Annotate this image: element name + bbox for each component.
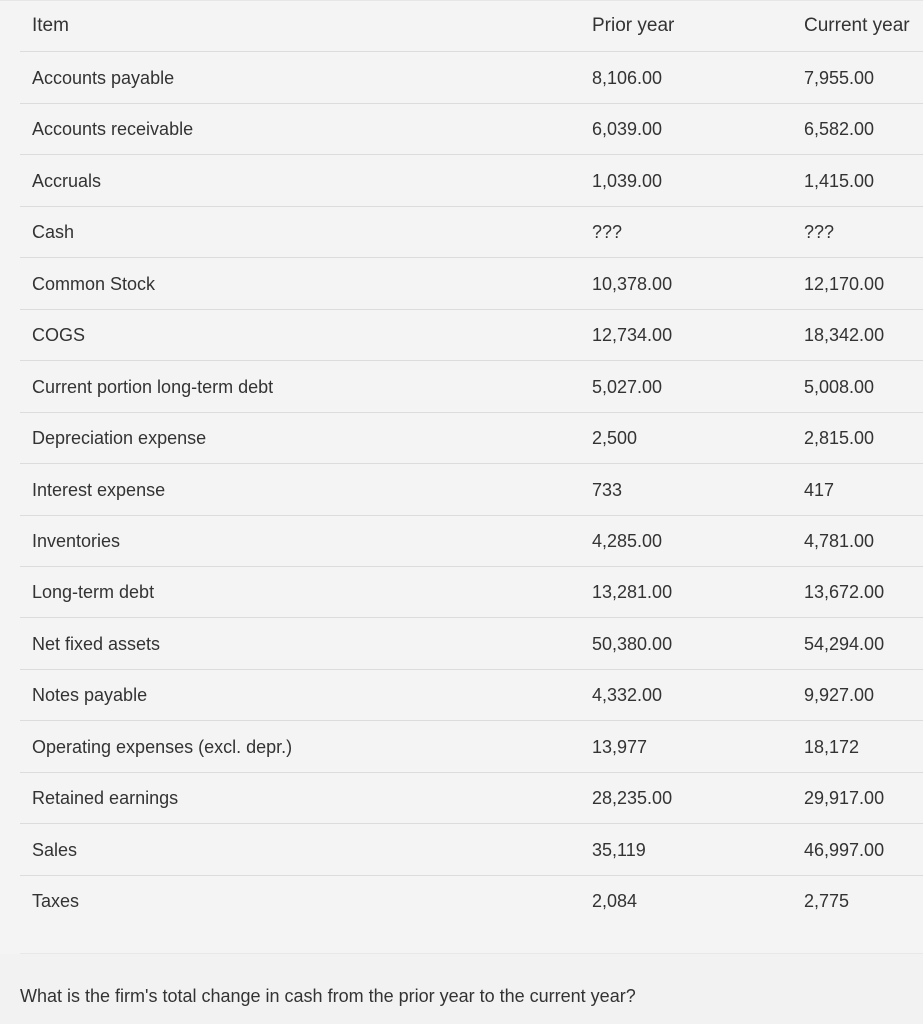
- table-row: [20, 722, 923, 773]
- table-row: [20, 156, 923, 207]
- row-prior-value: 4,285.00: [592, 531, 663, 551]
- row-prior-value: 733: [592, 480, 623, 500]
- row-item-label: Operating expenses (excl. depr.): [32, 737, 293, 757]
- row-item-label: Net fixed assets: [32, 634, 161, 654]
- table-row: [20, 825, 923, 876]
- row-current-value: 18,342.00: [804, 325, 885, 345]
- header-item: Item: [32, 15, 69, 36]
- table-row: [20, 362, 923, 413]
- row-prior-value: 2,500: [592, 428, 638, 448]
- question-text: What is the firm's total change in cash from the prior year to the current year?: [20, 986, 636, 1006]
- row-current-value: 12,170.00: [804, 274, 885, 294]
- row-item-label: Cash: [32, 222, 75, 242]
- row-item-label: Interest expense: [32, 480, 166, 500]
- table-row: [20, 567, 923, 618]
- row-prior-value: 5,027.00: [592, 377, 663, 397]
- row-current-value: 1,415.00: [804, 171, 875, 191]
- row-current-value: ???: [804, 222, 835, 242]
- header-current-year: Current year: [804, 15, 910, 36]
- table-row: [20, 310, 923, 361]
- row-prior-value: ???: [592, 222, 623, 242]
- header-prior-year: Prior year: [592, 15, 675, 36]
- row-current-value: 46,997.00: [804, 840, 885, 860]
- row-item-label: Common Stock: [32, 274, 156, 294]
- table-row: [20, 619, 923, 670]
- row-current-value: 29,917.00: [804, 788, 885, 808]
- row-prior-value: 6,039.00: [592, 119, 663, 139]
- row-current-value: 2,775: [804, 891, 850, 911]
- row-current-value: 5,008.00: [804, 377, 875, 397]
- row-item-label: Long-term debt: [32, 582, 155, 602]
- row-item-label: Accounts receivable: [32, 119, 194, 139]
- row-item-label: Retained earnings: [32, 788, 179, 808]
- table-row: [20, 104, 923, 155]
- table-row: [20, 207, 923, 258]
- table-header-row: [20, 1, 923, 52]
- row-item-label: COGS: [32, 325, 86, 345]
- table-row: [20, 53, 923, 104]
- row-current-value: 54,294.00: [804, 634, 885, 654]
- row-prior-value: 12,734.00: [592, 325, 673, 345]
- row-item-label: Sales: [32, 840, 78, 860]
- row-item-label: Notes payable: [32, 685, 148, 705]
- table-row: [20, 465, 923, 516]
- table-row: [20, 670, 923, 721]
- row-prior-value: 1,039.00: [592, 171, 663, 191]
- table-row: [20, 516, 923, 567]
- row-item-label: Inventories: [32, 531, 121, 551]
- row-prior-value: 2,084: [592, 891, 638, 911]
- table-bottom-divider: [20, 953, 923, 954]
- row-prior-value: 13,977: [592, 737, 648, 757]
- row-prior-value: 8,106.00: [592, 68, 663, 88]
- row-prior-value: 10,378.00: [592, 274, 673, 294]
- row-prior-value: 50,380.00: [592, 634, 673, 654]
- row-current-value: 6,582.00: [804, 119, 875, 139]
- row-current-value: 417: [804, 480, 835, 500]
- table-row: [20, 876, 923, 927]
- row-current-value: 2,815.00: [804, 428, 875, 448]
- row-prior-value: 4,332.00: [592, 685, 663, 705]
- row-current-value: 7,955.00: [804, 68, 875, 88]
- table-row: [20, 413, 923, 464]
- row-item-label: Depreciation expense: [32, 428, 207, 448]
- row-prior-value: 35,119: [592, 840, 646, 860]
- row-current-value: 18,172: [804, 737, 860, 757]
- row-item-label: Accruals: [32, 171, 102, 191]
- row-item-label: Current portion long-term debt: [32, 377, 274, 397]
- row-prior-value: 28,235.00: [592, 788, 673, 808]
- table-row: [20, 259, 923, 310]
- row-item-label: Taxes: [32, 891, 80, 911]
- row-prior-value: 13,281.00: [592, 582, 673, 602]
- table-row: [20, 773, 923, 824]
- row-current-value: 4,781.00: [804, 531, 875, 551]
- row-item-label: Accounts payable: [32, 68, 175, 88]
- row-current-value: 13,672.00: [804, 582, 885, 602]
- row-current-value: 9,927.00: [804, 685, 875, 705]
